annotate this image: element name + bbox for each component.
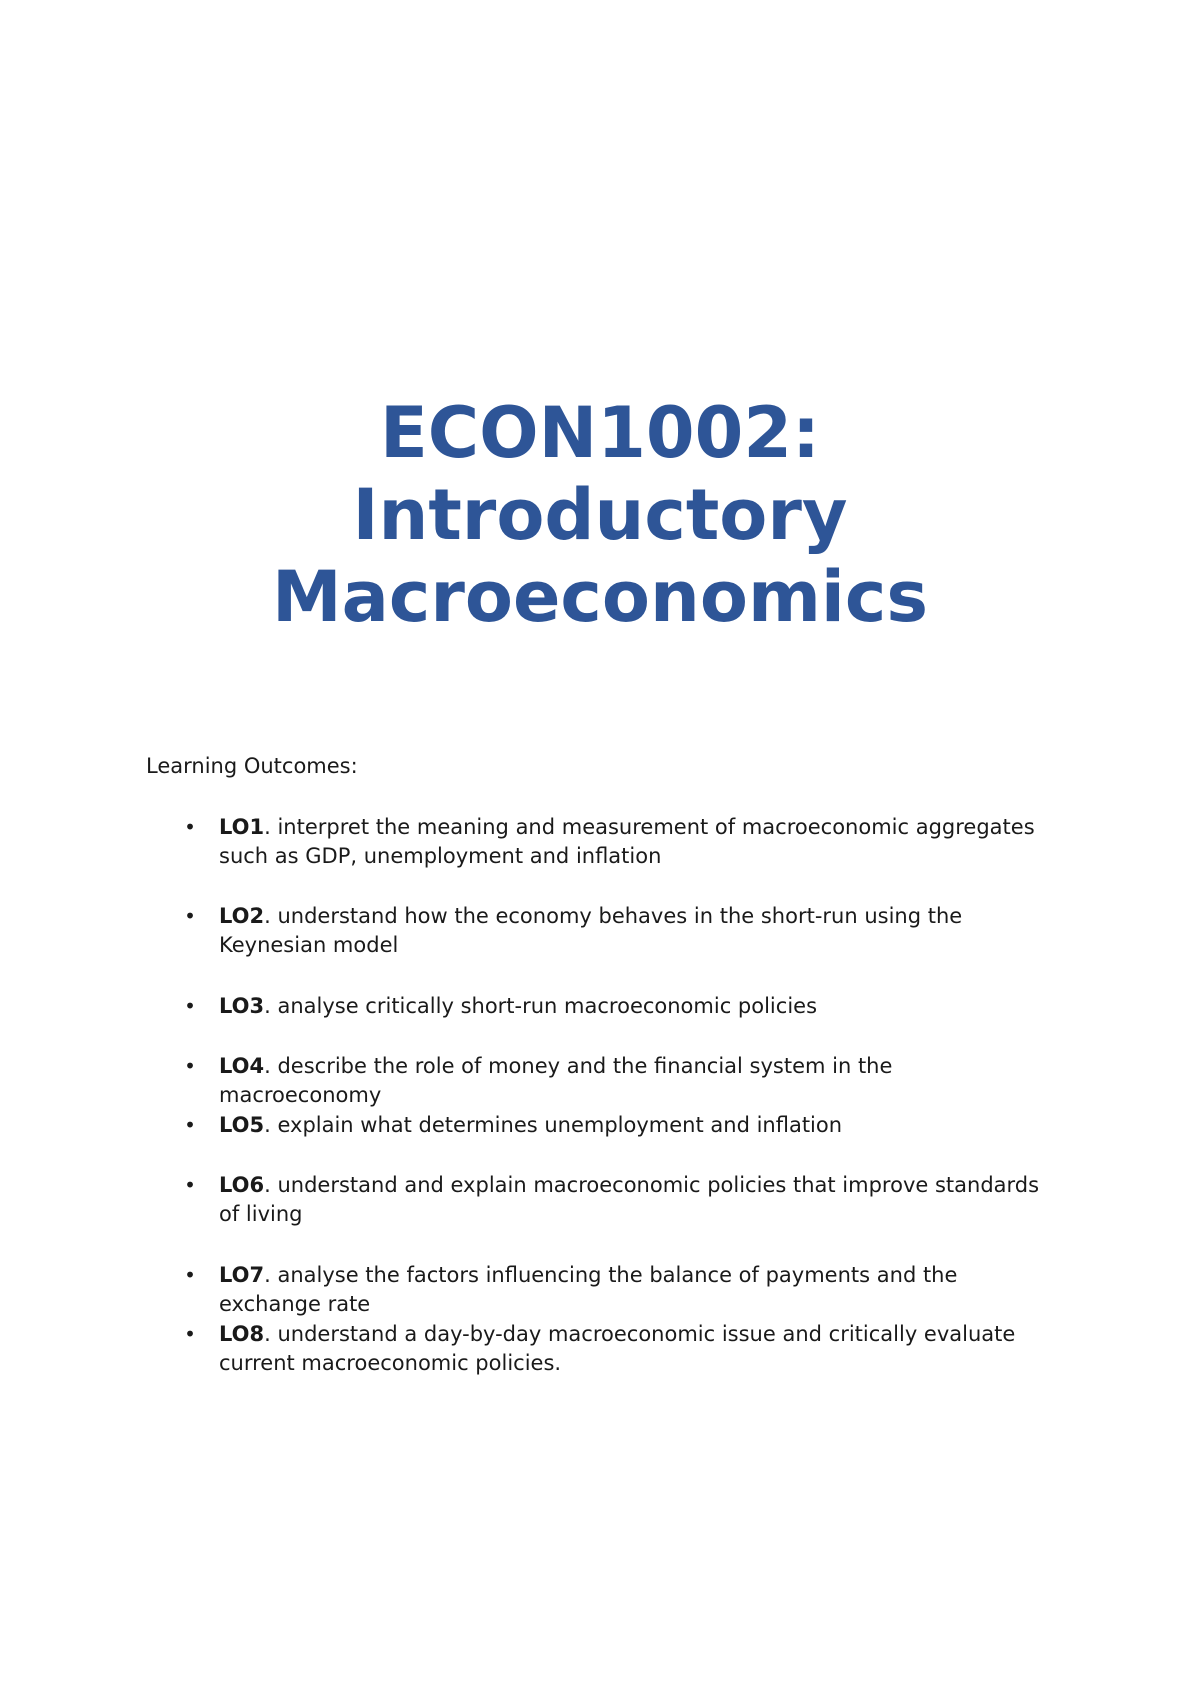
learning-outcome-text — [219, 1052, 1060, 1110]
learning-outcome-description: . describe the role of money and the financial system in the macroeconomy — [219, 1054, 893, 1107]
learning-outcome-item — [180, 813, 1060, 871]
title-line-course-code: ECON1002: — [379, 392, 821, 474]
learning-outcomes-heading: Learning Outcomes: — [146, 754, 358, 778]
learning-outcome-text — [219, 1111, 1060, 1140]
learning-outcome-code: LO6 — [219, 1173, 265, 1197]
learning-outcome-item — [180, 1111, 1060, 1140]
learning-outcome-description: . interpret the meaning and measurement of macroeconomic aggregates such as GDP, unemployment and inflation — [219, 815, 1035, 868]
learning-outcome-description: . analyse critically short-run macroeconomic policies — [264, 994, 818, 1018]
learning-outcome-code: LO3 — [219, 994, 265, 1018]
bullet-icon: • — [184, 815, 196, 839]
bullet-icon: • — [184, 904, 196, 928]
bullet-icon: • — [184, 1173, 196, 1197]
learning-outcome-description: . explain what determines unemployment and inflation — [264, 1113, 843, 1137]
learning-outcome-code: LO7 — [219, 1263, 265, 1287]
learning-outcome-text — [219, 813, 1060, 871]
learning-outcome-text — [219, 1261, 1060, 1319]
learning-outcome-text — [219, 1320, 1060, 1378]
learning-outcome-description: . understand a day-by-day macroeconomic issue and critically evaluate current macroeconomic policies. — [219, 1322, 1016, 1375]
learning-outcome-item — [180, 1171, 1060, 1229]
learning-outcome-item — [180, 902, 1060, 960]
bullet-icon: • — [184, 1054, 196, 1078]
title-line-1: Introductory — [352, 474, 848, 556]
learning-outcome-item — [180, 1261, 1060, 1319]
learning-outcome-text — [219, 992, 1060, 1021]
document-title — [0, 392, 1200, 638]
learning-outcome-item — [180, 1052, 1060, 1110]
learning-outcome-text — [219, 1171, 1060, 1229]
bullet-icon: • — [184, 1322, 196, 1346]
learning-outcome-code: LO1 — [219, 815, 265, 839]
learning-outcome-code: LO4 — [219, 1054, 265, 1078]
learning-outcome-code: LO2 — [219, 904, 265, 928]
learning-outcome-code: LO5 — [219, 1113, 265, 1137]
learning-outcome-description: . analyse the factors influencing the balance of payments and the exchange rate — [219, 1263, 958, 1316]
bullet-icon: • — [184, 994, 196, 1018]
learning-outcome-item — [180, 1320, 1060, 1378]
bullet-icon: • — [184, 1263, 196, 1287]
learning-outcome-description: . understand and explain macroeconomic policies that improve standards of living — [219, 1173, 1040, 1226]
learning-outcome-description: . understand how the economy behaves in the short-run using the Keynesian model — [219, 904, 963, 957]
learning-outcome-item — [180, 992, 1060, 1021]
learning-outcome-text — [219, 902, 1060, 960]
title-line-2: Macroeconomics — [271, 556, 929, 638]
bullet-icon: • — [184, 1113, 196, 1137]
learning-outcome-code: LO8 — [219, 1322, 265, 1346]
